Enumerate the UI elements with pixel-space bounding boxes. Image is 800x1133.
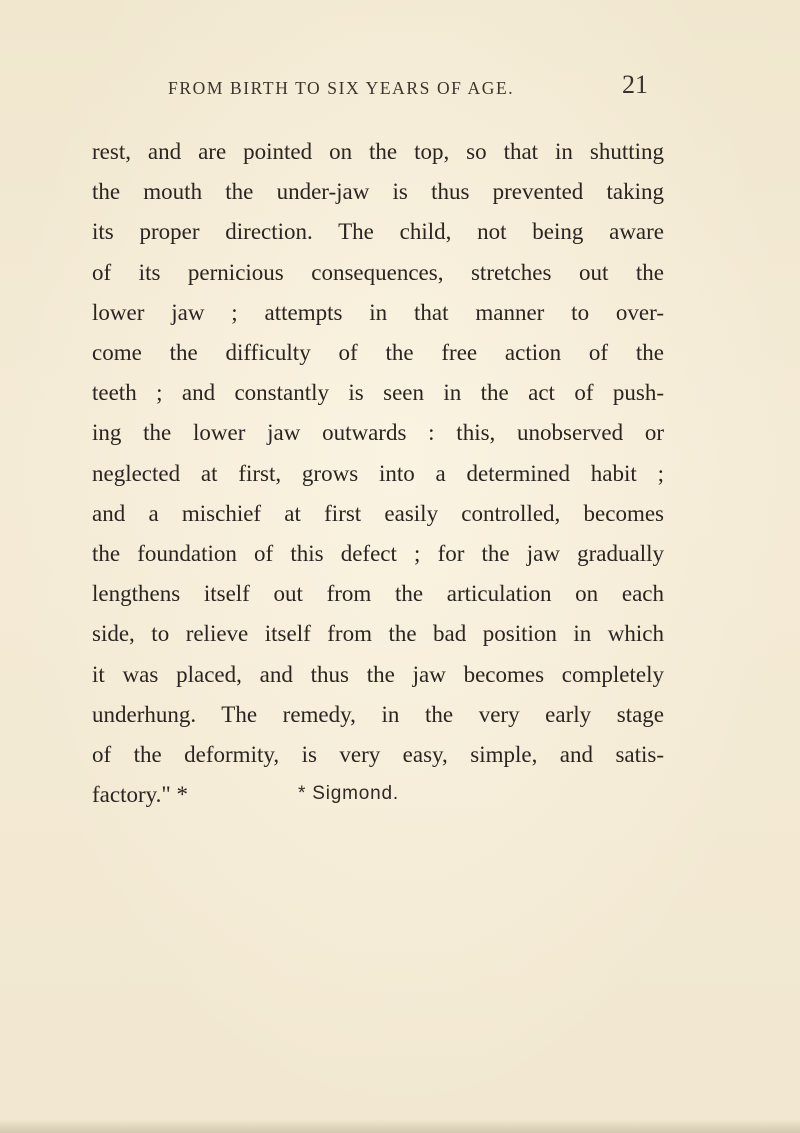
text-line: lower jaw ; attempts in that manner to over- <box>92 299 664 325</box>
body-paragraph <box>92 132 664 815</box>
text-line: teeth ; and constantly is seen in the act of push- <box>92 380 664 406</box>
page-edge-stain <box>0 1119 800 1133</box>
text-line: underhung. The remedy, in the very early stage <box>92 701 664 727</box>
text-line: it was placed, and thus the jaw becomes completely <box>92 661 664 687</box>
text-line: ing the lower jaw outwards : this, unobserved or <box>92 420 664 446</box>
page-number: 21 <box>622 70 648 99</box>
running-head <box>168 70 648 106</box>
text-line: of the deformity, is very easy, simple, and satis- <box>92 742 664 768</box>
text-line: its proper direction. The child, not being aware <box>92 219 664 245</box>
running-title: FROM BIRTH TO SIX YEARS OF AGE. <box>168 78 515 98</box>
text-line: the mouth the under-jaw is thus prevented taking <box>92 179 664 205</box>
text-line: the foundation of this defect ; for the jaw gradually <box>92 541 664 567</box>
text-line: of its pernicious consequences, stretches out the <box>92 259 664 285</box>
footnote: * Sigmond. <box>298 783 399 804</box>
text-line: rest, and are pointed on the top, so that in shutting <box>92 139 664 164</box>
text-line: factory." * <box>92 782 189 808</box>
text-line: lengthens itself out from the articulation on each <box>92 581 664 607</box>
text-line: neglected at first, grows into a determined habit ; <box>92 460 664 486</box>
text-line: come the difficulty of the free action of the <box>92 340 664 366</box>
text-line: side, to relieve itself from the bad position in which <box>92 621 664 647</box>
text-line: and a mischief at first easily controlled, becomes <box>92 500 664 526</box>
